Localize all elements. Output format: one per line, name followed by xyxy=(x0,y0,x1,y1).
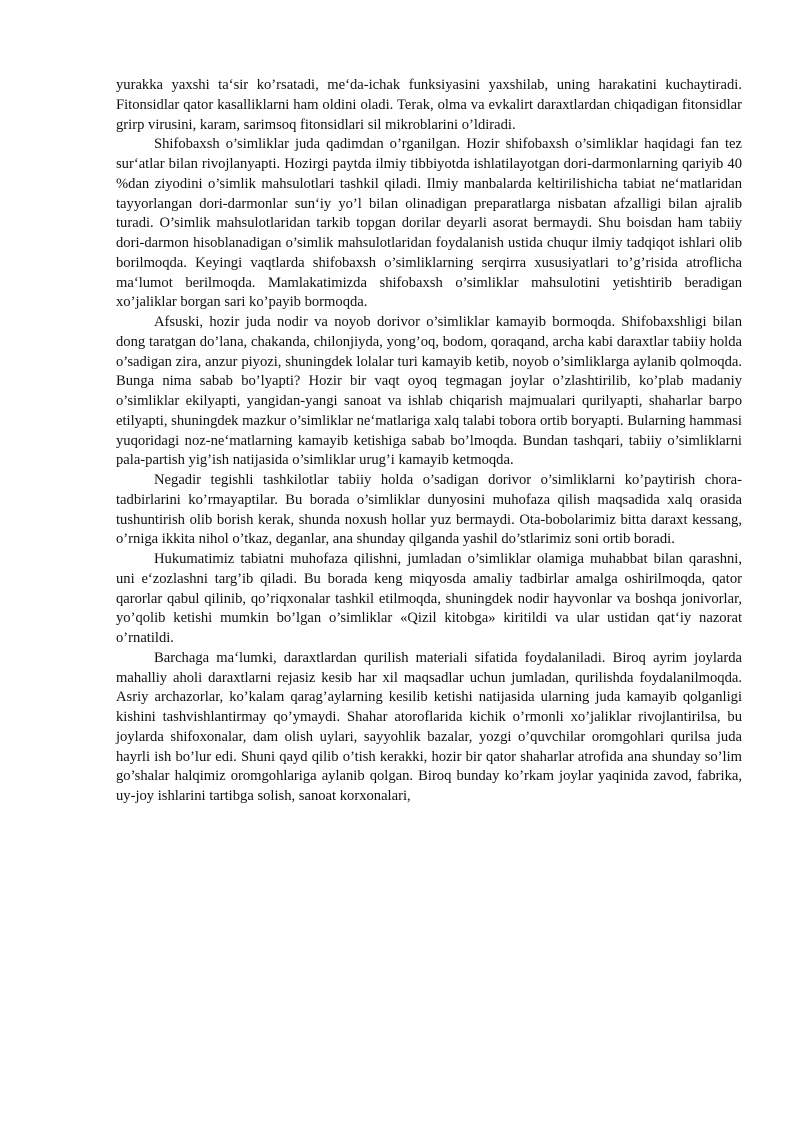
paragraph-6: Barchaga ma‘lumki, daraxtlardan qurilish materiali sifatida foydalaniladi. Biroq ayrim joylarda mahalliy aholi daraxtlarni rejasiz kesib har xil maqsadlar uchun jumladan, qurilishda foydalanilmoqda. Asriy archazorlar, ko’kalam qarag’aylarning kesilib ketishi natijasida ularning juda kamayib qolganligi kishini tashvishlantirmay qo’ymaydi. Shahar atoroflarida kichik o’rmonli xo’jaliklar rivojlantirilsa, bu joylarda shifoxonalar, dam olish uylari, sayyohlik bazalar, yozgi o’quvchilar oromgohlari qurilsa juda hayrli ish bo’lur edi. Shuni qayd qilib o’tish kerakki, hozir bir qator shaharlar atrofida ana shunday so’lim go’shalar halqimiz oromgohlariga aylanib qolgan. Biroq bunday ko’rkam joylar yaqinida zavod, fabrika, uy-joy ishlarini tartibga solish, sanoat korxonalari, xyxy=(116,649,742,804)
paragraph-1: yurakka yaxshi ta‘sir ko’rsatadi, me‘da-ichak funksiyasini yaxshilab, uning harakatini kuchaytiradi. Fitonsidlar qator kasalliklarni ham oldini oladi. Terak, olma va evkalirt daraxtlardan chiqadigan fitonsidlar grirp virusini, karam, sarimsoq fitonsidlari sil mikroblarini o’ldiradi. xyxy=(116,77,742,133)
paragraph-2: Shifobaxsh o’simliklar juda qadimdan o’rganilgan. Hozir shifobaxsh o’simliklar haqidagi fan tez sur‘atlar bilan rivojlanyapti. Hozirgi paytda ilmiy tibbiyotda ishlatilayotgan dori-darmonlarning qariyib 40 %dan ziyodini o’simlik mahsulotlari tashkil qiladi. Ilmiy manbalarda keltirilishicha tabiat ne‘matlaridan tayyorlangan dori-darmonlar sun‘iy yo’l bilan olinadigan preparatlarga nisbatan afzalligi bilan ajralib turadi. O’simlik mahsulotlaridan tarkib topgan dorilar deyarli asorat bermaydi. Shu boisdan ham tabiiy dori-darmon hisoblanadigan o’simlik mahsulotlaridan foydalanish ustida chuqur ilmiy tadqiqot ishlari olib borilmoqda. Keyingi vaqtlarda shifobaxsh o’simliklarning serqirra xususiyatlari to’g’risida atroflicha ma‘lumot berilmoqda. Mamlakatimizda shifobaxsh o’simliklar mahsulotini yetishtirib beradigan xo’jaliklar borgan sari ko’payib bormoqda. xyxy=(116,136,742,311)
document-page xyxy=(116,76,742,807)
paragraph-3: Afsuski, hozir juda nodir va noyob dorivor o’simliklar kamayib bormoqda. Shifobaxshligi bilan dong taratgan do’lana, chakanda, chilonjiyda, yong’oq, bodom, qoraqand, archa kabi daraxtlar tabiiy holda o’sadigan zira, anzur piyozi, shuningdek lolalar turi kamayib ketib, noyob o’simliklarga aylanib qolmoqda. Bunga nima sabab bo’lyapti? Hozir bir vaqt oyoq tegmagan joylar o’zlashtirilib, ko’plab madaniy o’simliklar ekilyapti, yangidan-yangi sanoat va ishlab chiqarish majmualari qurilyapti, shaharlar barpo etilyapti, shuningdek mazkur o’simliklar ne‘matlariga xalq talabi tobora ortib boryapti. Bularning hammasi yuqoridagi noz-ne‘matlarning kamayib ketishiga sabab bo’lmoqda. Bundan tashqari, tabiiy o’simliklarni pala-partish yig’ish natijasida o’simliklar urug’i kamayib ketmoqda. xyxy=(116,314,742,469)
paragraph-4: Negadir tegishli tashkilotlar tabiiy holda o’sadigan dorivor o’simliklarni ko’paytirish chora-tadbirlarini ko’rmayaptilar. Bu borada o’simliklar dunyosini muhofaza qilish maqsadida xalq orasida tushuntirish olib borish kerak, shunda noxush hollar yuz bermaydi. Ota-bobolarimiz bitta daraxt kessang, o’rniga ikkita nihol o’tkaz, deganlar, ana shunday qilganda yashil do’stlarimiz soni ortib boradi. xyxy=(116,472,742,548)
paragraph-5: Hukumatimiz tabiatni muhofaza qilishni, jumladan o’simliklar olamiga muhabbat bilan qarashni, uni e‘zozlashni targ’ib qiladi. Bu borada keng miqyosda amaliy tadbirlar amalga oshirilmoqda, qator qarorlar qabul qilinib, qo’riqxonalar tashkil etilmoqda, shuningdek nodir hayvonlar va boshqa jonivorlar, yo’qolib ketishi mumkin bo’lgan o’simliklar «Qizil kitobga» kiritildi va ular ustidan qat‘iy nazorat o’rnatildi. xyxy=(116,551,742,646)
